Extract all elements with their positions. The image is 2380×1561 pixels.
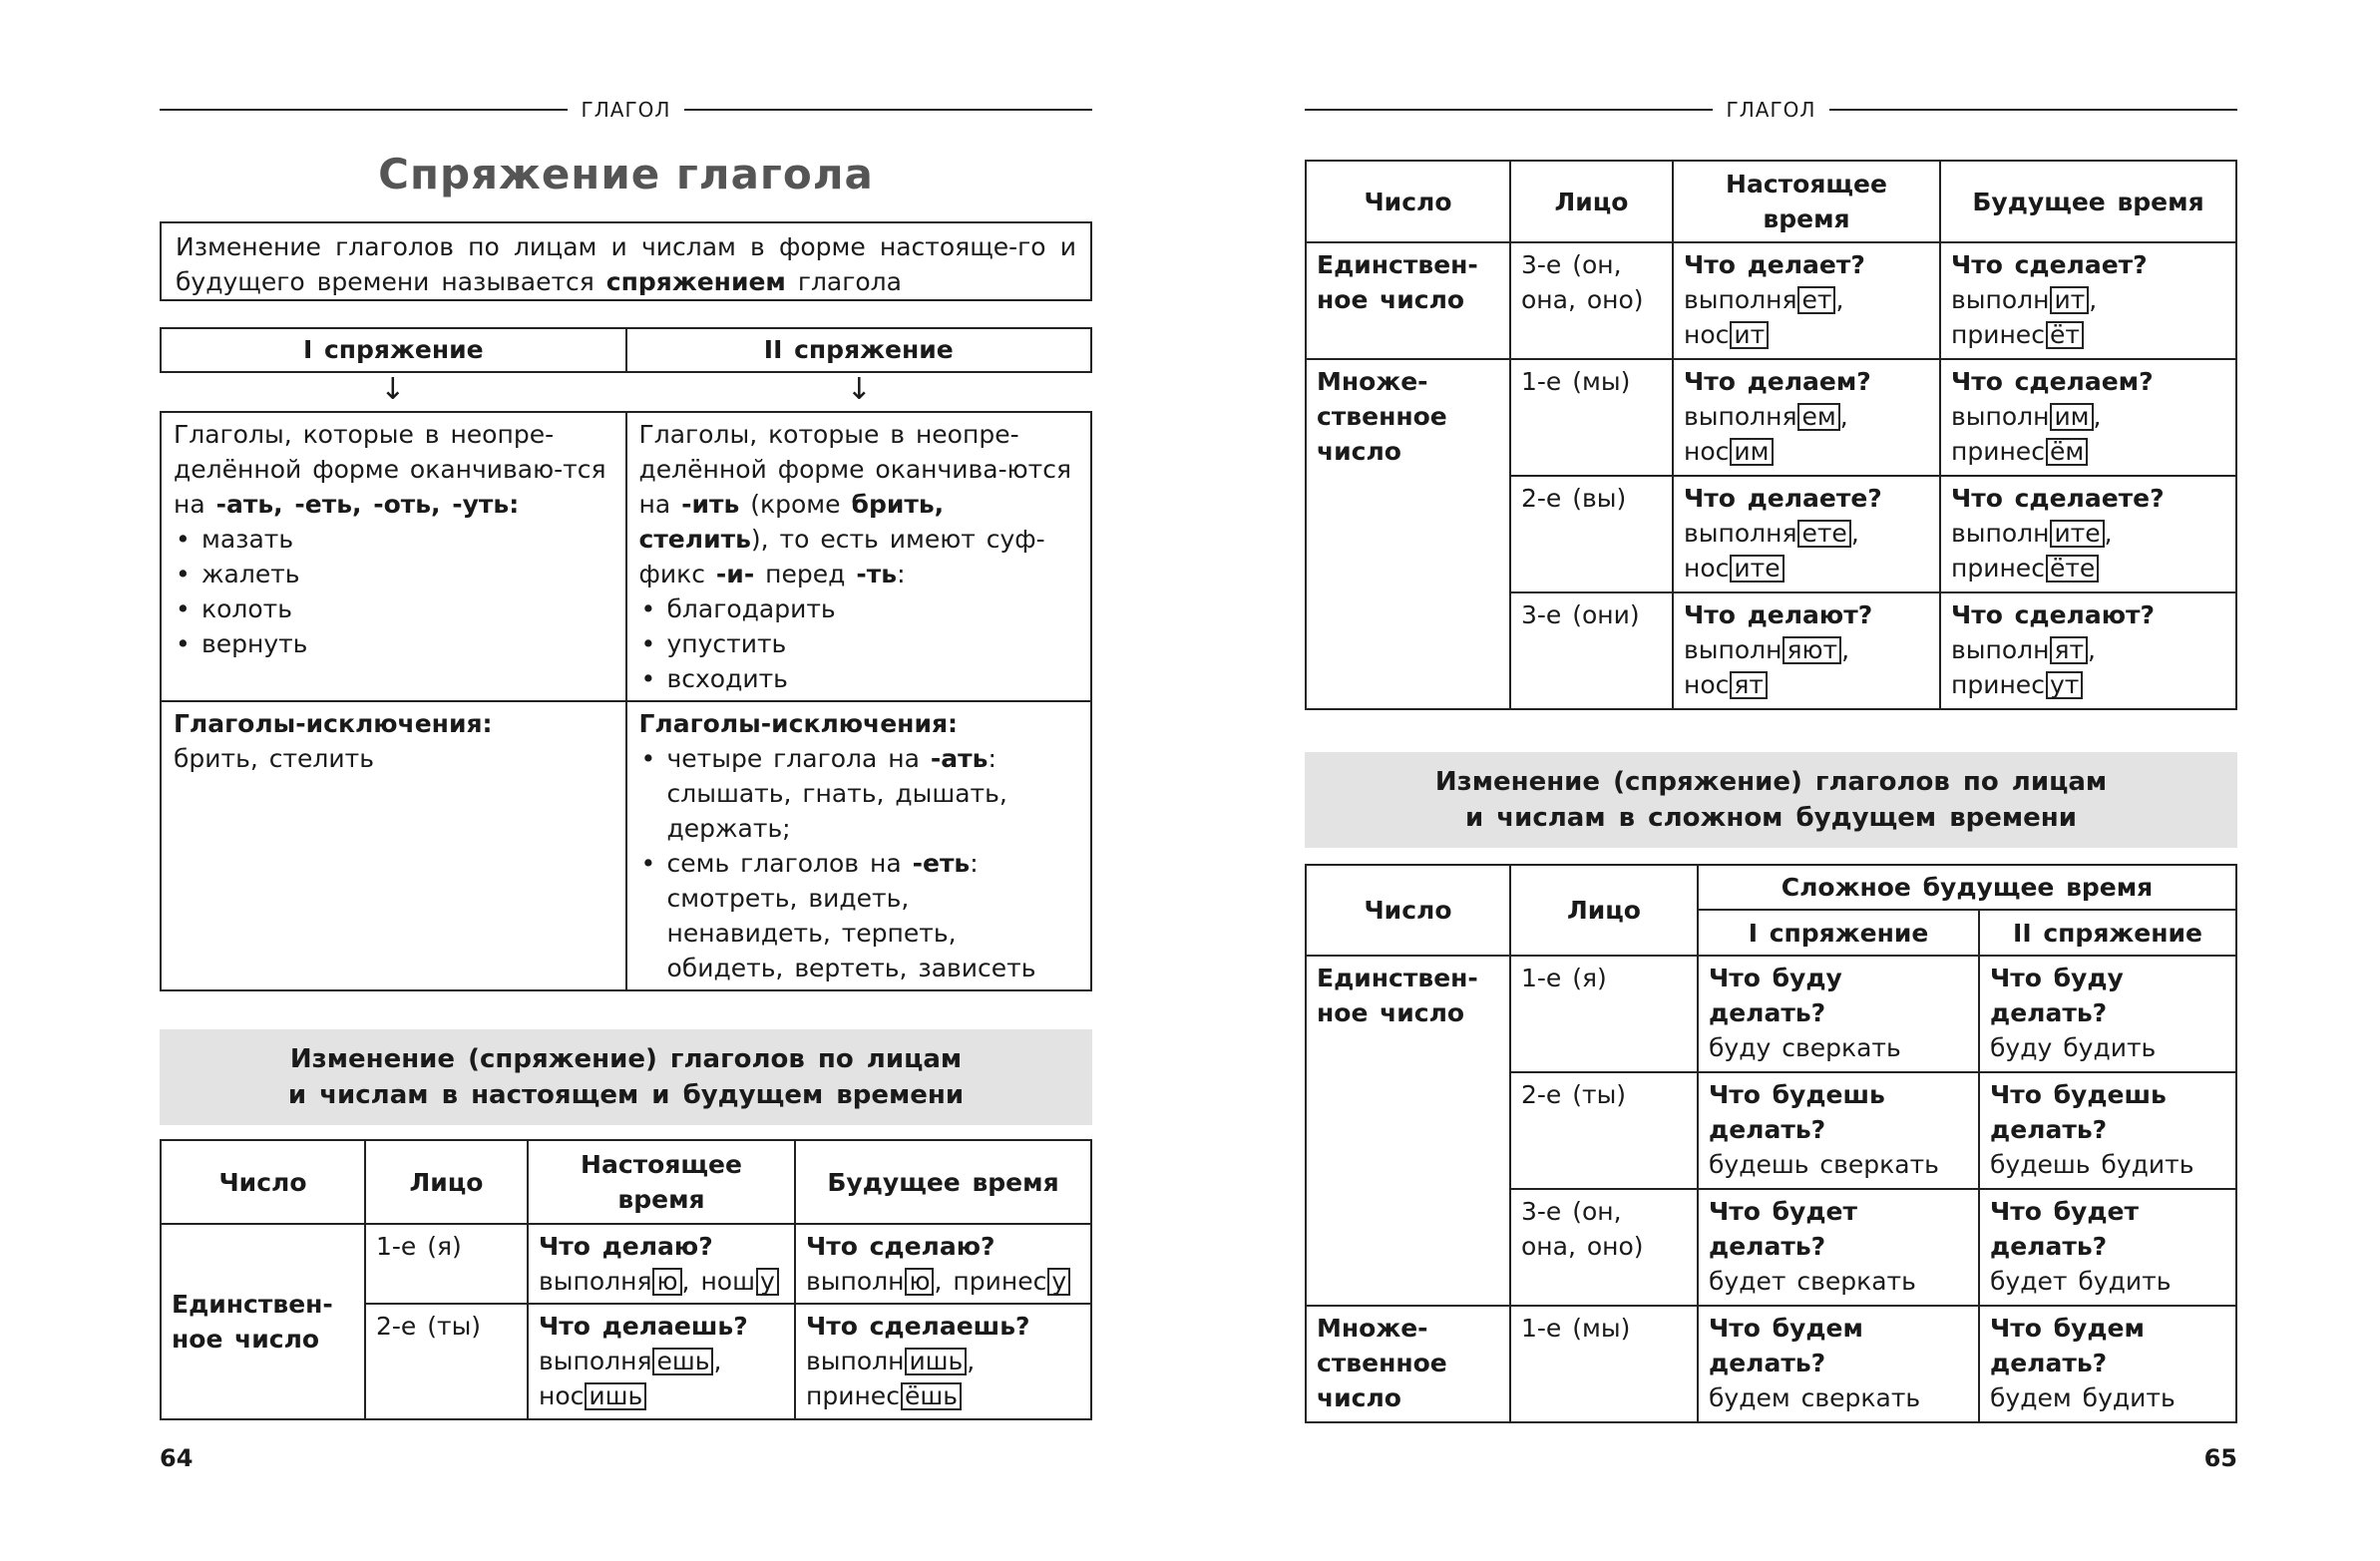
- stem: принес: [1951, 437, 2045, 466]
- number-cell: Множе-ственное число: [1306, 1306, 1510, 1422]
- answer: буду сверкать: [1709, 1033, 1901, 1062]
- stem: нос: [1684, 437, 1730, 466]
- running-head-label: ГЛАГОЛ: [581, 98, 671, 122]
- rule-text: ), то есть имеют суф-фикс: [638, 525, 1045, 588]
- person-cell: 1-е (я): [365, 1224, 528, 1304]
- exc-text: : слышать, гнать, дышать, держать;: [666, 744, 1007, 843]
- rule-text: Глаголы, которые в неопре-делённой форме оканчива-ются на: [638, 420, 1071, 519]
- question: Что сделают?: [1951, 600, 2156, 629]
- header-person: Лицо: [1510, 865, 1698, 956]
- question: Что буду делать?: [1709, 964, 1842, 1027]
- list-item: [639, 741, 1079, 846]
- exc-text: семь глаголов на: [666, 849, 902, 878]
- stem: выполн: [806, 1347, 905, 1375]
- answer: будешь будить: [1990, 1150, 2194, 1179]
- conj1-exceptions-cell: [161, 701, 626, 990]
- stem: принес: [953, 1267, 1047, 1296]
- stem: выполн: [806, 1267, 905, 1296]
- number-cell: Множе-ственное число: [1306, 359, 1510, 709]
- stem: принес: [1951, 554, 2045, 583]
- stem: выполня: [539, 1347, 652, 1375]
- answer: будем будить: [1990, 1383, 2176, 1412]
- rule-text: :: [897, 560, 906, 588]
- rule-suffix: -ить: [681, 490, 740, 519]
- rule-line: [1829, 109, 2237, 111]
- exceptions-text: брить, стелить: [174, 744, 374, 773]
- conj1-cell: [1698, 956, 1979, 1072]
- header-present: Настоящее время: [1673, 161, 1940, 242]
- section-heading-line: Изменение (спряжение) глаголов по лицам: [1434, 767, 2108, 797]
- stem: выполня: [1684, 285, 1797, 314]
- ending-box: ю: [652, 1268, 681, 1296]
- header-future: Будущее время: [795, 1140, 1091, 1224]
- ending-box: ю: [905, 1268, 934, 1296]
- number-cell: Единствен-ное число: [1306, 956, 1510, 1306]
- conj2-cell: [1979, 956, 2236, 1072]
- page-number: 65: [2203, 1444, 2237, 1472]
- future-cell: [795, 1304, 1091, 1419]
- present-future-table-cont: [1305, 160, 2237, 710]
- rule-line: [684, 109, 1092, 111]
- answer: будешь сверкать: [1709, 1150, 1939, 1179]
- ending-box: ишь: [905, 1348, 967, 1375]
- ending-box: ёшь: [901, 1382, 962, 1410]
- separator: ,: [967, 1347, 976, 1375]
- present-cell: Что делаем? выполня ем , нос им: [1673, 359, 1940, 476]
- stem: выполн: [1951, 519, 2050, 548]
- exceptions-list: [639, 741, 1079, 985]
- conj1-cell: [1698, 1189, 1979, 1306]
- exc-text: : смотреть, видеть, ненавидеть, терпеть, обидеть, вертеть, зависеть: [666, 849, 1036, 982]
- right-page: [1305, 0, 2237, 1561]
- ending-box: ите: [2050, 520, 2104, 548]
- future-cell: Что сделаем? выполн им , принес ём: [1940, 359, 2236, 476]
- conj1-rule-cell: [161, 412, 626, 701]
- rule-suffixes: -ать, -еть, -оть, -уть:: [215, 490, 520, 519]
- rule-exceptions: брить, стелить: [638, 490, 945, 554]
- question: Что сделаем?: [1951, 367, 2154, 396]
- header-number: Число: [161, 1140, 365, 1224]
- present-cell: [528, 1224, 795, 1304]
- stem: нос: [1684, 320, 1730, 349]
- ending-box: им: [1730, 438, 1773, 466]
- arrow-down-icon: ↓: [846, 372, 872, 407]
- header-future: Будущее время: [1940, 161, 2236, 242]
- stem: нос: [539, 1381, 585, 1410]
- ending-box: ет: [1797, 286, 1835, 314]
- person-cell: 1-е (мы): [1510, 359, 1673, 476]
- conj1-cell: [1698, 1072, 1979, 1189]
- present-cell: Что делает? выполня ет , нос ит: [1673, 242, 1940, 359]
- question: Что будешь делать?: [1709, 1080, 1885, 1144]
- person-cell: 3-е (они): [1510, 592, 1673, 709]
- rule-line: [160, 109, 568, 111]
- person-cell: 2-е (ты): [365, 1304, 528, 1419]
- page-title: Спряжение глагола: [378, 150, 874, 198]
- header-conj1: I спряжение: [1698, 910, 1979, 956]
- rule-suffix: -ть: [856, 560, 898, 588]
- answer: будем сверкать: [1709, 1383, 1921, 1412]
- ending-box: ем: [1797, 403, 1839, 431]
- future-cell: Что сделаете? выполн ите , принес ёте: [1940, 476, 2236, 592]
- conj2-cell: [1979, 1189, 2236, 1306]
- answer: будет будить: [1990, 1267, 2172, 1296]
- conjugation-header-table: [160, 327, 1092, 373]
- ending-box: ёте: [2046, 555, 2099, 583]
- stem: нош: [700, 1267, 755, 1296]
- conjugation-rules-table: [160, 411, 1092, 991]
- list-item: • всходить: [639, 661, 1079, 696]
- ending-box: ешь: [652, 1348, 713, 1375]
- person-cell: 3-е (он, она, оно): [1510, 242, 1673, 359]
- conj1-cell: [1698, 1306, 1979, 1422]
- question: Что сделаешь?: [806, 1312, 1030, 1341]
- stem: выполня: [1684, 402, 1797, 431]
- exceptions-title: Глаголы-исключения:: [174, 709, 493, 738]
- answer: будет сверкать: [1709, 1267, 1916, 1296]
- ending-box: ём: [2046, 438, 2088, 466]
- header-person: Лицо: [1510, 161, 1673, 242]
- list-item: • колоть: [174, 591, 613, 626]
- present-cell: Что делают? выполн яют , нос ят: [1673, 592, 1940, 709]
- future-cell: Что сделают? выполн ят , принес ут: [1940, 592, 2236, 709]
- stem: выполн: [1951, 635, 2050, 664]
- header-number: Число: [1306, 865, 1510, 956]
- section-heading-band: [160, 1029, 1092, 1125]
- stem: нос: [1684, 554, 1730, 583]
- question: Что будешь делать?: [1990, 1080, 2167, 1144]
- example-list: [174, 522, 613, 661]
- ending-box: ят: [2050, 636, 2088, 664]
- running-head: [160, 96, 1092, 124]
- present-cell: Что делаете? выполня ете , нос ите: [1673, 476, 1940, 592]
- rule-line: [1305, 109, 1713, 111]
- conj2-exceptions-cell: [626, 701, 1092, 990]
- rule-text: (кроме: [750, 490, 841, 519]
- stem: принес: [1951, 320, 2045, 349]
- header-present: Настоящее время: [528, 1140, 795, 1224]
- header-conj2: II спряжение: [1979, 910, 2236, 956]
- question: Что делаете?: [1684, 484, 1882, 513]
- question: Что сделаю?: [806, 1232, 995, 1261]
- definition-term: спряжением: [605, 267, 786, 296]
- page-number: 64: [160, 1444, 194, 1472]
- exc-text: четыре глагола на: [666, 744, 920, 773]
- conj2-cell: [1979, 1306, 2236, 1422]
- question: Что будет делать?: [1709, 1197, 1857, 1261]
- conj2-cell: [1979, 1072, 2236, 1189]
- question: Что делаю?: [539, 1232, 713, 1261]
- running-head-label: ГЛАГОЛ: [1726, 98, 1816, 122]
- person-cell: 1-е (я): [1510, 956, 1698, 1072]
- stem: выполн: [1951, 402, 2050, 431]
- section-heading-line: и числам в настоящем и будущем времени: [287, 1080, 965, 1110]
- future-cell: [795, 1224, 1091, 1304]
- ending-box: ут: [2046, 671, 2083, 699]
- stem: выполня: [539, 1267, 652, 1296]
- ending-box: ите: [1730, 555, 1784, 583]
- question: Что сделает?: [1951, 250, 2148, 279]
- stem: принес: [806, 1381, 900, 1410]
- present-future-table: [160, 1139, 1092, 1420]
- number-cell: Единствен-ное число: [1306, 242, 1510, 359]
- arrows-row: [160, 371, 1092, 411]
- future-cell: Что сделает? выполн ит , принес ёт: [1940, 242, 2236, 359]
- stem: принес: [1951, 670, 2045, 699]
- exc-suffix: -еть: [912, 849, 971, 878]
- number-cell: Единствен-ное число: [161, 1224, 365, 1419]
- rule-text: перед: [765, 560, 846, 588]
- question: Что делают?: [1684, 600, 1873, 629]
- list-item: [639, 846, 1079, 985]
- arrow-down-icon: ↓: [380, 372, 406, 407]
- question: Что буду делать?: [1990, 964, 2124, 1027]
- section-heading-line: Изменение (спряжение) глаголов по лицам: [289, 1044, 963, 1074]
- definition-box: [160, 221, 1092, 301]
- definition-text-end: глагола: [797, 267, 902, 296]
- question: Что будет делать?: [1990, 1197, 2139, 1261]
- ending-box: ит: [1730, 321, 1769, 349]
- list-item: • благодарить: [639, 591, 1079, 626]
- person-cell: 1-е (мы): [1510, 1306, 1698, 1422]
- person-cell: 2-е (вы): [1510, 476, 1673, 592]
- stem: выполн: [1684, 635, 1783, 664]
- question: Что будем делать?: [1990, 1314, 2145, 1377]
- answer: буду будить: [1990, 1033, 2157, 1062]
- exceptions-title: Глаголы-исключения:: [638, 709, 959, 738]
- running-head: [1305, 96, 2237, 124]
- ending-box: ишь: [585, 1382, 646, 1410]
- stem: выполня: [1684, 519, 1797, 548]
- separator: ,: [713, 1347, 722, 1375]
- stem: выполн: [1951, 285, 2050, 314]
- question: Что делает?: [1684, 250, 1865, 279]
- header-compound-future: Сложное будущее время: [1698, 865, 2236, 910]
- rule-text: Глаголы, которые в неопре-делённой форме оканчиваю-тся на: [174, 420, 606, 519]
- header-person: Лицо: [365, 1140, 528, 1224]
- header-number: Число: [1306, 161, 1510, 242]
- separator: ,: [681, 1267, 701, 1296]
- ending-box: ёт: [2046, 321, 2084, 349]
- left-page: [160, 0, 1092, 1561]
- person-cell: 3-е (он, она, оно): [1510, 1189, 1698, 1306]
- section-heading-band: [1305, 752, 2237, 848]
- ending-box: у: [756, 1268, 779, 1296]
- ending-box: у: [1047, 1268, 1070, 1296]
- present-cell: [528, 1304, 795, 1419]
- ending-box: ете: [1797, 520, 1850, 548]
- question: Что сделаете?: [1951, 484, 2165, 513]
- list-item: • упустить: [639, 626, 1079, 661]
- separator: ,: [934, 1267, 954, 1296]
- ending-box: им: [2050, 403, 2093, 431]
- rule-suffix: -и-: [715, 560, 755, 588]
- exc-suffix: -ать: [930, 744, 989, 773]
- conj2-header: II спряжение: [626, 328, 1092, 372]
- list-item: • мазать: [174, 522, 613, 557]
- ending-box: ит: [2050, 286, 2089, 314]
- compound-future-table: [1305, 864, 2237, 1423]
- person-cell: 2-е (ты): [1510, 1072, 1698, 1189]
- question: Что делаешь?: [539, 1312, 748, 1341]
- ending-box: ят: [1730, 671, 1768, 699]
- stem: нос: [1684, 670, 1730, 699]
- question: Что будем делать?: [1709, 1314, 1863, 1377]
- conj2-rule-cell: [626, 412, 1092, 701]
- example-list: [639, 591, 1079, 696]
- ending-box: яют: [1783, 636, 1841, 664]
- definition-text: Изменение глаголов по лицам и числам в форме настояще-го и будущего времени называется: [176, 232, 1076, 296]
- question: Что делаем?: [1684, 367, 1871, 396]
- section-heading-line: и числам в сложном будущем времени: [1465, 803, 2077, 833]
- conj1-header: I спряжение: [161, 328, 626, 372]
- list-item: • вернуть: [174, 626, 613, 661]
- list-item: • жалеть: [174, 557, 613, 591]
